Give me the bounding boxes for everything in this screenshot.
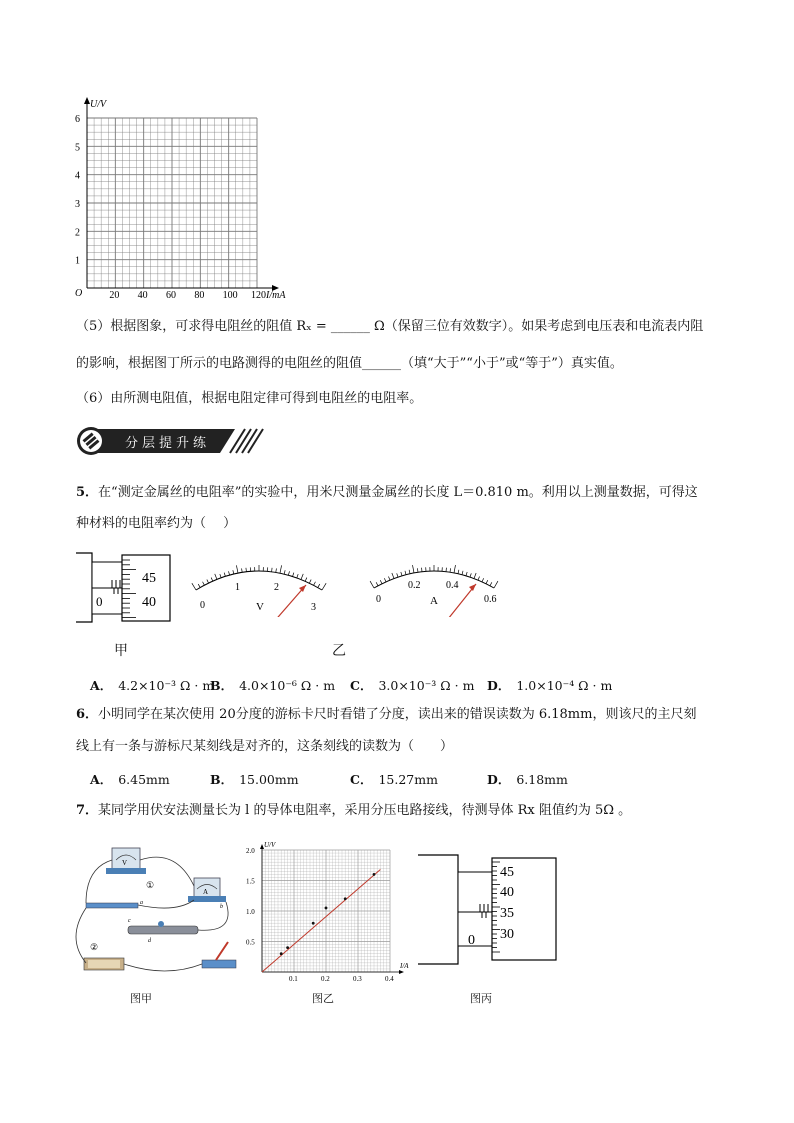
graph1-ytick: 5: [75, 142, 80, 154]
section-banner: [75, 426, 270, 456]
graph1-y-label: U/V: [90, 99, 107, 110]
svg-text:②: ②: [90, 942, 99, 952]
volt-tick-3: 3: [311, 602, 316, 613]
q6-option-a[interactable]: A． 6.45mm: [90, 772, 170, 787]
q5-option-a[interactable]: A． 4.2×10⁻³ Ω · m: [90, 678, 215, 693]
q7-stem-line1: 7．某同学用伏安法测量长为 l 的导体电阻率，采用分压电路接线，待测导体 Rx 阻值约为 5Ω 。: [76, 803, 632, 818]
q5-option-d[interactable]: D． 1.0×10⁻⁴ Ω · m: [487, 678, 613, 693]
q7-mic-zero: 0: [468, 933, 475, 948]
graph1-ytick: 3: [75, 199, 80, 210]
q5-stem-line1: 5．在“测定金属丝的电阻率”的实验中，用米尺测量金属丝的长度 L＝0.810 m。利用以上测量数据，可得这: [76, 485, 698, 500]
svg-text:V: V: [122, 859, 128, 867]
q7-caption-yi: 图乙: [312, 992, 334, 1005]
q5-mic-45: 45: [142, 571, 156, 586]
chart2-ytick: 1.0: [246, 908, 255, 916]
q5-mic-40: 40: [142, 595, 156, 610]
graph1-origin: O: [75, 288, 83, 299]
q5-option-c[interactable]: C． 3.0×10⁻³ Ω · m: [350, 678, 475, 693]
graph1-xtick: 100: [222, 290, 238, 301]
q7-mic-40: 40: [500, 885, 514, 900]
volt-tick-0: 0: [200, 600, 205, 611]
q5-micrometer: [72, 550, 182, 628]
q6-stem-line1: 6．小明同学在某次使用 20分度的游标卡尺时看错了分度，读出来的错误读数为 6.18mm，则该尺的主尺刻: [76, 707, 697, 722]
amm-tick-3: 0.6: [484, 594, 497, 605]
ammeter-icon: [188, 878, 226, 902]
graph1-xtick: 80: [194, 290, 205, 301]
q4-part6: （6）由所测电阻值，根据电阻定律可得到电阻丝的电阻率。: [76, 391, 423, 406]
graph1-xtick: 20: [109, 290, 120, 301]
q7-micrometer: [412, 852, 562, 967]
svg-text:d: d: [148, 938, 151, 944]
data-point: [280, 952, 283, 955]
amm-tick-2: 0.4: [446, 580, 459, 591]
q5-ammeter: [364, 552, 514, 617]
q7-uv-chart: [240, 838, 420, 983]
graph1-ytick: 4: [75, 170, 80, 182]
amm-tick-0: 0: [376, 594, 381, 605]
graph1-xtick: 120: [251, 290, 266, 301]
q5-mic-zero: 0: [96, 594, 103, 609]
svg-text:b: b: [220, 904, 223, 910]
chart2-xtick: 0.1: [289, 975, 298, 983]
svg-text:A: A: [203, 888, 209, 896]
q5-caption-yi: 乙: [332, 643, 346, 659]
chart2-xtick: 0.4: [385, 975, 394, 983]
q6-option-c[interactable]: C． 15.27mm: [350, 772, 438, 787]
chart2-ylabel: U/V: [264, 841, 276, 849]
amm-tick-1: 0.2: [408, 580, 421, 591]
q7-circuit: [66, 838, 246, 978]
volt-tick-2: 2: [274, 582, 279, 593]
data-point: [344, 897, 347, 900]
chart2-xtick: 0.3: [353, 975, 362, 983]
graph1-ytick: 1: [75, 255, 80, 267]
chart2-ytick: 2.0: [246, 847, 255, 855]
q5-stem-line2: 种材料的电阻率约为（ ）: [76, 516, 237, 531]
data-point: [312, 922, 315, 925]
graph1-grid: [70, 95, 300, 305]
q5-caption-jia: 甲: [114, 643, 128, 659]
q4-part5-line2: 的影响，根据图丁所示的电路测得的电阻丝的阻值______（填“大于”“小于”或“等于”）真实值。: [76, 356, 623, 371]
svg-text:①: ①: [146, 880, 155, 890]
q6-option-b[interactable]: B． 15.00mm: [210, 772, 299, 787]
svg-text:c: c: [128, 918, 131, 924]
graph1-ytick: 2: [75, 227, 80, 239]
q5-option-b[interactable]: B． 4.0×10⁻⁶ Ω · m: [210, 678, 336, 693]
chart2-xlabel: I/A: [400, 962, 409, 970]
graph1-x-label: I/mA: [266, 290, 286, 301]
graph1-xtick: 60: [166, 290, 176, 301]
chart2-xtick: 0.2: [321, 975, 330, 983]
banner-title: 分层提升练: [125, 436, 211, 451]
q6-stem-line2: 线上有一条与游标尺某刻线是对齐的，这条刻线的读数为（ ）: [76, 739, 454, 754]
data-point: [373, 873, 376, 876]
voltmeter-icon: [106, 848, 146, 874]
q5-voltmeter: [188, 552, 338, 617]
chart2-ytick: 1.5: [246, 877, 255, 886]
graph1-ytick: 6: [75, 114, 80, 125]
graph1-xtick: 40: [137, 290, 148, 301]
svg-text:a: a: [140, 900, 143, 906]
chart2-ytick: 0.5: [246, 938, 255, 947]
data-point: [325, 907, 328, 910]
q7-caption-jia: 图甲: [130, 992, 152, 1005]
volt-unit: V: [256, 601, 264, 613]
q4-part5-line1: （5）根据图象，可求得电阻丝的阻值 Rₓ = ______ Ω（保留三位有效数字）。如果考虑到电压表和电流表内阻: [76, 319, 704, 334]
q7-mic-30: 30: [500, 927, 514, 942]
volt-tick-1: 1: [235, 582, 240, 593]
q7-caption-bing: 图丙: [470, 992, 492, 1005]
data-point: [286, 946, 289, 949]
q6-option-d[interactable]: D． 6.18mm: [487, 772, 568, 787]
q7-mic-35: 35: [500, 906, 514, 921]
amm-unit: A: [430, 595, 438, 607]
q7-mic-45: 45: [500, 865, 514, 880]
